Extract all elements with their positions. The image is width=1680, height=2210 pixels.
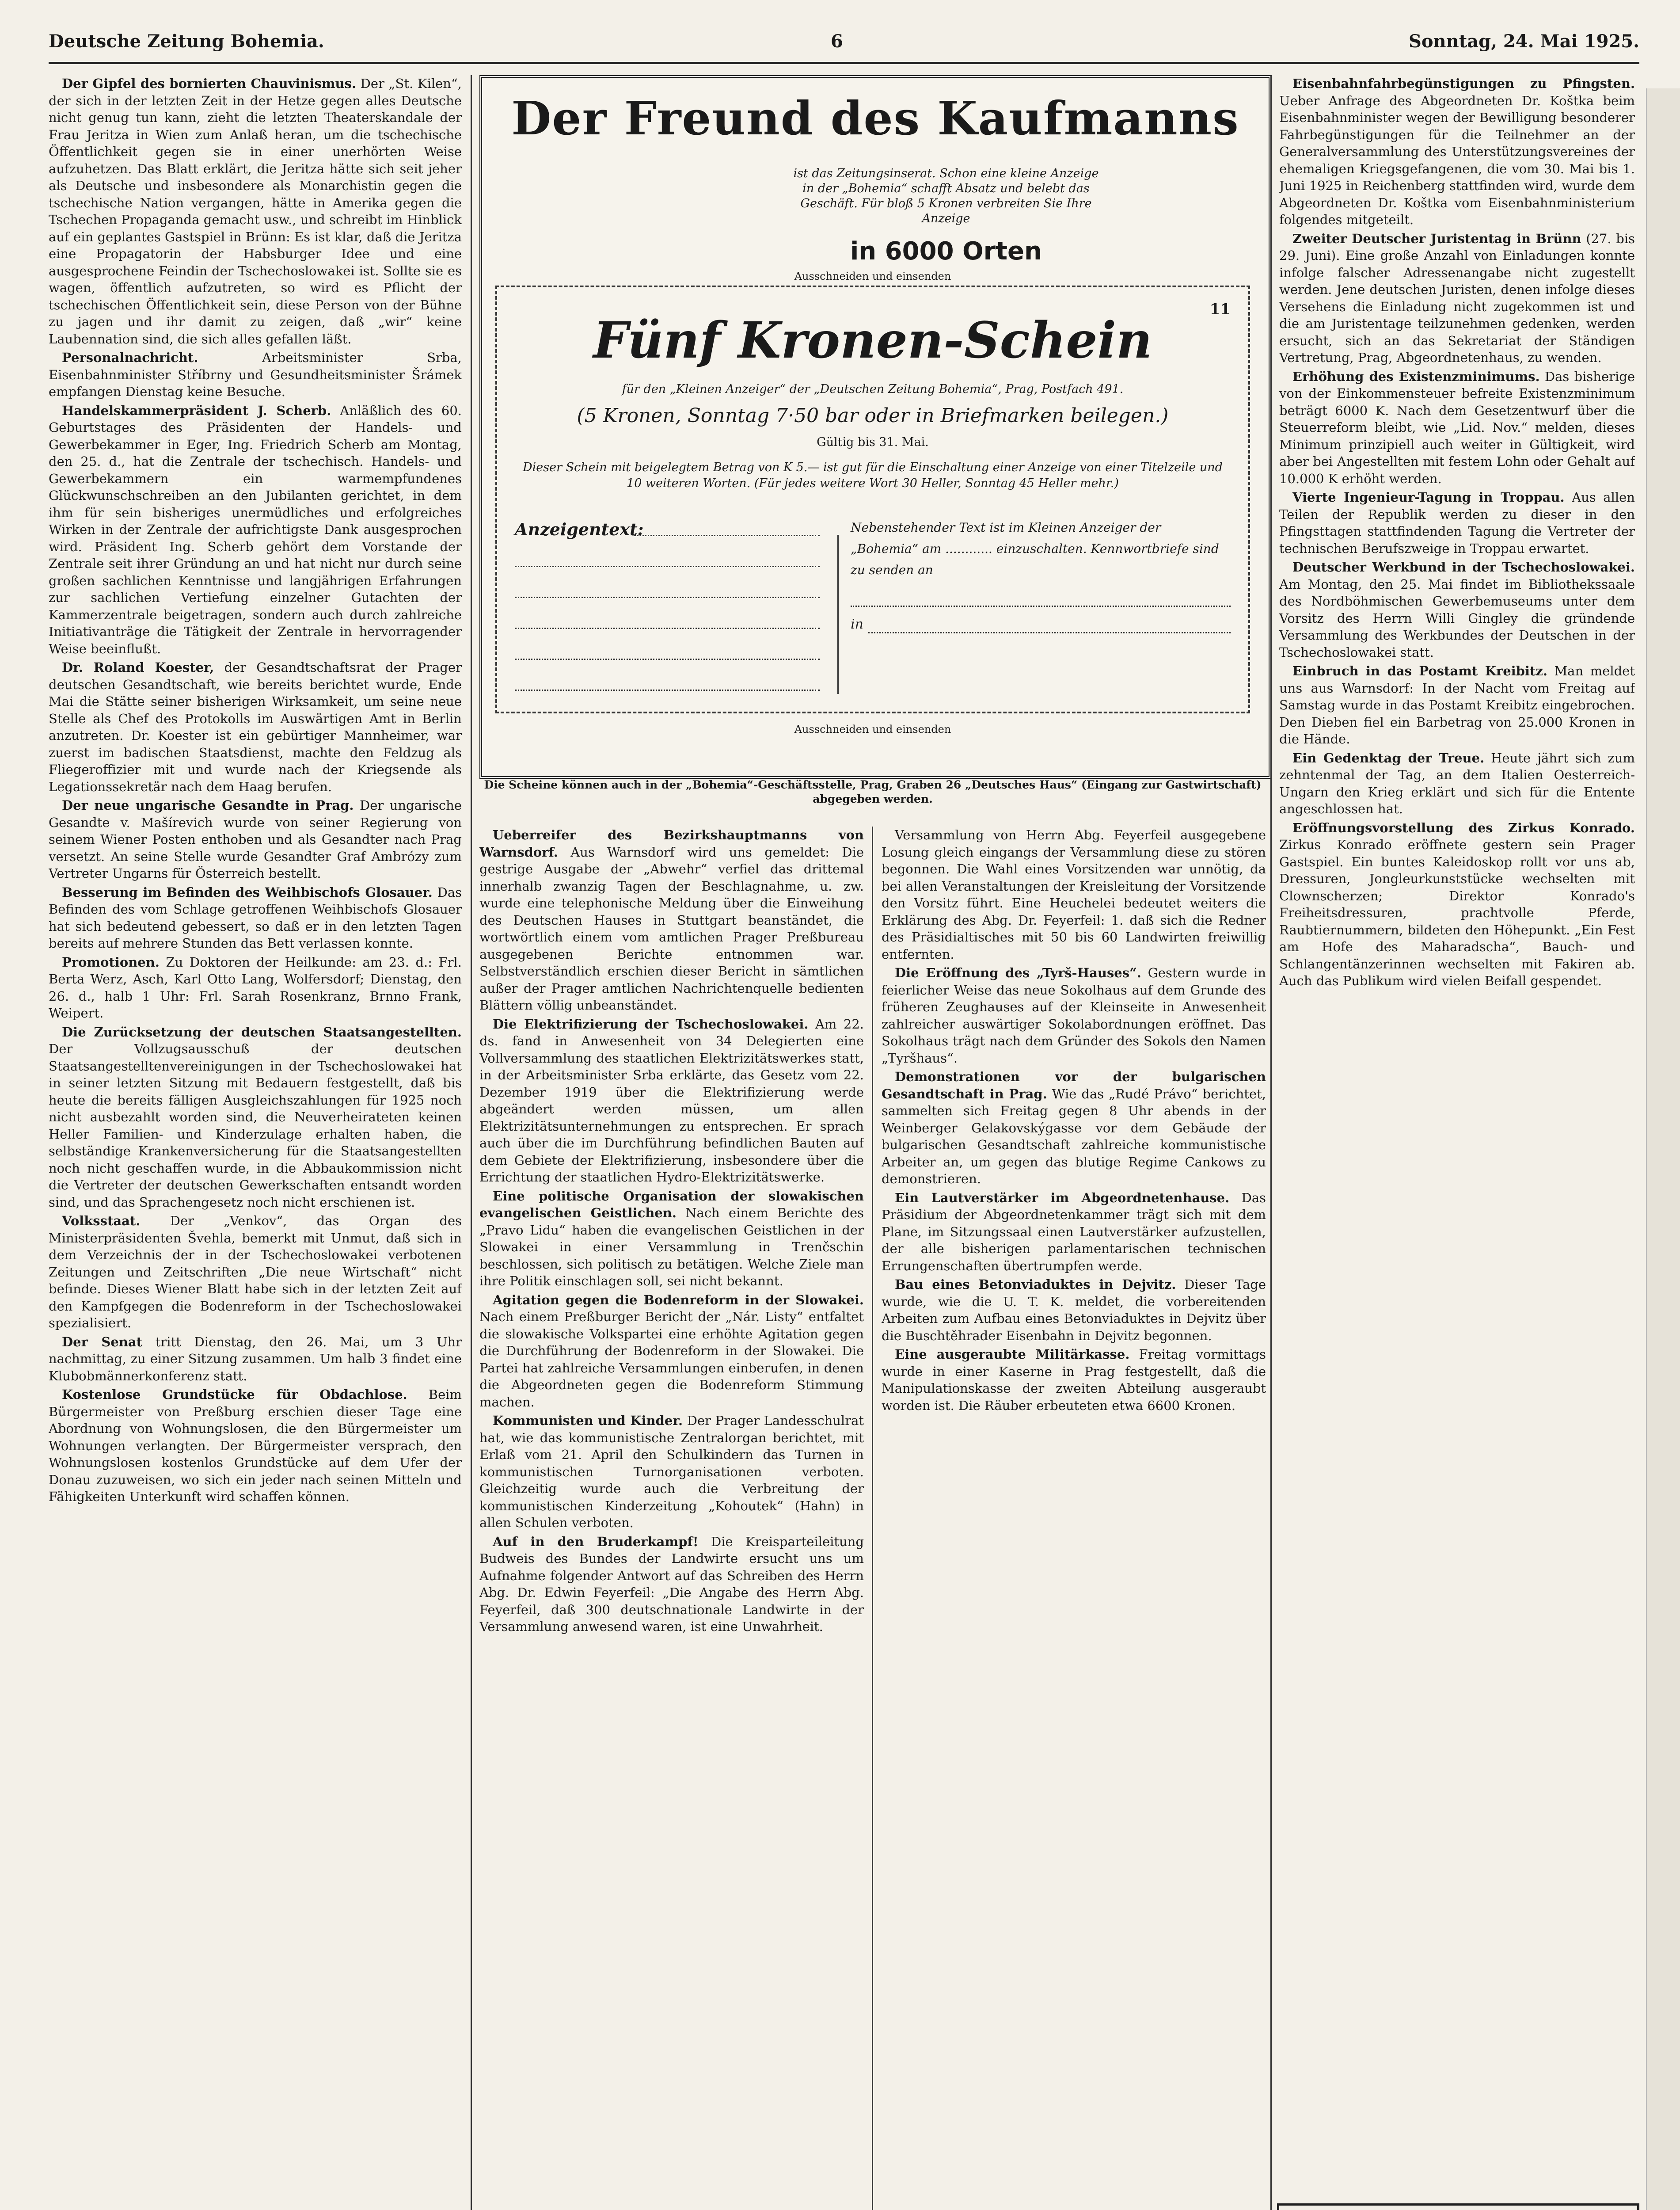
article-body: Wie das „Rudé Právo“ berichtet, sammelten sich Freitag gegen 8 Uhr abends in der Weinberger Gelakovskýgasse vor dem Gebäude der bulgarischen Gesandtschaft zahlreiche kommunistische Arbeiter an, um gegen das blutige Regime Cankows zu demonstrieren. [882, 1086, 1266, 1186]
article [882, 1346, 1266, 1414]
article-headline: Die Eröffnung des „Tyrš-Hauses“. [895, 965, 1141, 980]
article-body: Arbeitsminister Srba, Eisenbahnminister Stříbrny und Gesundheitsminister Šrámek empfangen Dienstag keine Besuche. [49, 350, 462, 399]
date-line: Sonntag, 24. Mai 1925. [1408, 31, 1639, 52]
article [49, 1024, 462, 1211]
article [49, 797, 462, 882]
doctor-advertisement [1277, 2203, 1639, 2210]
article-body: Der „St. Kilen“, der sich in der letzten Zeit in der Hetze gegen alles Deutsche nicht genug tun kann, zieht die letzten Theaterskandale der Frau Jeritza in Wien zum Anlaß heran, um die tschechische Öffentlichkeit gegen sie in einer unerhörten Weise aufzuhetzen. Das Blatt erklärt, die Jeritza hätte sich seit jeher als Deutsche und insbesondere als Monarchistin gegen die tschechische Nation vergangen, hätte in Amerika gegen die Tschechen Propaganda gemacht usw., und schreibt im Hinblick auf ein geplantes Gastspiel in Brünn: Es ist klar, daß die Jeritza eine Propagatorin der Habsburger Idee und eine ausgesprochene Feindin der Tschechoslowakei ist. Sollte sie es wagen, öffentlich aufzutreten, so wird es Pflicht der tschechischen Öffentlichkeit sein, diese Person von der Bühne zu jagen und ihr damit zu zeigen, daß „wir“ keine Laubennation sind, die sich alles gefallen läßt. [49, 76, 462, 347]
article [479, 1016, 864, 1186]
article [49, 1386, 462, 1505]
coupon-number: 11 [1209, 301, 1231, 318]
column-4 [1279, 75, 1635, 2192]
text-line[interactable] [515, 597, 820, 598]
article-headline: Die Zurücksetzung der deutschen Staatsangestellten. [62, 1024, 462, 1040]
article-headline: Einbruch in das Postamt Kreibitz. [1292, 663, 1547, 678]
article [49, 75, 462, 347]
column-rule [471, 75, 472, 2210]
article-headline: Handelskammerpräsident J. Scherb. [62, 403, 331, 418]
article-body: Zirkus Konrado eröffnete gestern sein Prager Gastspiel. Ein buntes Kaleidoskop rollt vor uns ab, Dressuren, Jongleurkunststücke wechselten mit Clownscherzen; Direktor Konrado's Freiheitsdressuren, prachtvolle Pferde, Raubtiernummern, bildeten den Höhepunkt. „Ein Fest am Hofe des Maharadscha“, Bauch- und Schlangentänzerinnen wechselten mit Fakiren ab. Auch das Publikum wird vielen Beifall gespendet. [1279, 837, 1635, 988]
article-body: Der ungarische Gesandte v. Mašírevich wurde von seiner Regierung von seinem Wiener Posten enthoben und als Gesandter nach Prag versetzt. An seine Stelle wurde Gesandter Graf Ambrózy zum Vertreter Ungarns für Österreich bestellt. [49, 798, 462, 881]
coupon-right-text: Nebenstehender Text ist im Kleinen Anzeiger der „Bohemia“ am ............ einzuschalten. Kennwortbriefe sind zu senden an [851, 520, 1219, 577]
article-body: Nach einem Preßburger Bericht der „Nár. Listy“ entfaltet die slowakische Volkspartei eine erhöhte Agitation gegen die Durchführung der Bodenreform in der Slowakei. Die Partei hat zahlreiche Versammlungen einberufen, in denen die Abgeordneten gegen die Bodenreform Stimmung machen. [479, 1309, 864, 1410]
article-body: Gestern wurde in feierlicher Weise das neue Sokolhaus auf dem Grunde des früheren Zeughauses auf der Kleinseite in Anwesenheit zahlreicher auswärtiger Sokolabordnungen eröffnet. Das Sokolhaus trägt nach dem Gründer des Sokols den Namen „Tyršhaus“. [882, 965, 1266, 1066]
article-body: Der Prager Landesschulrat hat, wie das kommunistische Zentralorgan berichtet, mit Erlaß vom 21. April den Schulkindern das Turnen in kommunistischen Turnorganisationen verboten. Gleichzeitig wurde auch die Verbreitung der kommunistischen Kinderzeitung „Kohoutek“ (Hahn) in allen Schulen verboten. [479, 1413, 864, 1530]
text-line[interactable] [515, 628, 820, 629]
article-body: Nach einem Berichte des „Pravo Lidu“ haben die evangelischen Geistlichen in der Slowakei in einer Versammlung in Trenčschin beschlossen, sich politisch zu betätigen. Welche Ziele man ihre Politik einschlagen soll, sei nicht bekannt. [479, 1205, 864, 1288]
article-headline: Bau eines Betonviaduktes in Dejvitz. [895, 1277, 1176, 1292]
column-2 [479, 827, 864, 2210]
article [1279, 230, 1635, 366]
article-headline: Vierte Ingenieur-Tagung in Troppau. [1292, 490, 1565, 505]
article-body: Das Befinden des vom Schlage getroffenen Weihbischofs Glosauer hat sich bedeutend gebessert, so daß er in den letzten Tagen bereits auf mehrere Stunden das Bett verlassen konnte. [49, 884, 462, 951]
article [479, 1533, 864, 1635]
article-headline: Besserung im Befinden des Weihbischofs Glosauer. [62, 884, 433, 900]
column-rule [872, 827, 873, 2210]
article-body: Versammlung von Herrn Abg. Feyerfeil ausgegebene Losung gleich eingangs der Versammlung diese zu stören begonnen. Die Wahl eines Vorsitzenden war unnötig, da bei allen Veranstaltungen der Kreisleitung der Vorsitzende den Vorsitz führt. Eine Heuchelei bedeutet weiters die Erklärung des Abg. Dr. Feyerfeil: 1. daß sich die Redner des Präsidialtisches mit 50 bis 60 Landwirten freiwillig entfernten. [882, 827, 1266, 962]
article-body: Zu Doktoren der Heilkunde: am 23. d.: Frl. Berta Werz, Asch, Karl Otto Lang, Wolfersdorf; Dienstag, den 26. d., halb 1 Uhr: Frl. Sarah Rosenkranz, Brnno Frank, Weipert. [49, 954, 462, 1021]
article-body: Der „Venkov“, das Organ des Ministerpräsidenten Švehla, bemerkt mit Unmut, daß sich in dem Verzeichnis der in der Tschechoslowakei verbotenen Zeitungen und Zeitschriften „Die neue Wirtschaft“ nicht befinde. Dieses Wiener Blatt habe sich in der letzten Zeit auf den Kampfgegen die Bodenreform in der Tschechoslowakei spezialisiert. [49, 1213, 462, 1330]
article [479, 827, 864, 1014]
article [882, 827, 1266, 963]
article-body: Beim Bürgermeister von Preßburg erschien dieser Tage eine Abordnung von Wohnungslosen, die den Bürgermeister um Wohnungen verlangten. Der Bürgermeister versprach, den Wohnungslosen kostenlos Grundstücke auf dem Ufer der Donau zuzuweisen, wo sich ein jeder nach seinen Mitteln und Fähigkeiten Unterkunft wird schaffen können. [49, 1387, 462, 1504]
masthead-left: Deutsche Zeitung Bohemia. [49, 31, 324, 52]
article [49, 954, 462, 1022]
article-body: Ueber Anfrage des Abgeordneten Dr. Koštka beim Eisenbahnminister wegen der Bewilligung besonderer Fahrbegünstigungen für die Teilnehmer an der Generalversammlung des Unterstützungsvereines der ehemaligen Kriegsgefangenen, die vom 30. Mai bis 1. Juni 1925 in Reichenberg stattfinden wird, wurde dem Abgeordneten Dr. Koštka vom Eisenbahnministerium folgendes mitgeteilt. [1279, 93, 1635, 227]
article [882, 1189, 1266, 1275]
article-headline: Eröffnungsvorstellung des Zirkus Konrado. [1292, 820, 1635, 835]
article [49, 884, 462, 952]
article-body: der Gesandtschaftsrat der Prager deutschen Gesandtschaft, wie bereits berichtet wurde, Ende Mai die Stätte seiner bisherigen Wirksamkeit, um seine neue Stelle als Chef des Protokolls im Auswärtigen Amt in Berlin anzutreten. Dr. Koester ist ein gebürtiger Mannheimer, war zuerst im badischen Staatsdienst, machte den Feldzug als Fliegeroffizier mit und wurde nach der Kriegsende als Legationssekretär nach dem Haag berufen. [49, 660, 462, 794]
article-headline: Die Elektrifizierung der Tschechoslowakei. [493, 1016, 809, 1032]
article-headline: Demonstrationen vor der bulgarischen Gesandtschaft in Prag. [882, 1069, 1266, 1101]
article-headline: Zweiter Deutscher Juristentag in Brünn [1292, 231, 1581, 246]
article-headline: Eine politische Organisation der slowakischen evangelischen Geistlichen. [479, 1188, 864, 1220]
article [49, 659, 462, 795]
cut-instruction-top: Ausschneiden und einsenden [794, 270, 951, 282]
article-body: Aus allen Teilen der Republik werden zu dieser in den Pfingsttagen stattfindenden Tagung die Vertreter der technischen Berufszweige in Troppau erwartet. [1279, 490, 1635, 556]
article-headline: Dr. Roland Koester, [62, 660, 214, 675]
article-body: Freitag vormittags wurde in einer Kaserne in Prag festgestellt, daß die Manipulationskasse der zweiten Abteilung ausgeraubt worden ist. Die Räuber erbeuteten etwa 6600 Kronen. [882, 1347, 1266, 1413]
article [1279, 368, 1635, 488]
article [1279, 750, 1635, 818]
article [479, 1412, 864, 1532]
article-body: tritt Dienstag, den 26. Mai, um 3 Uhr nachmittag, zu einer Sitzung zusammen. Um halb 3 findet eine Klubobmännerkonferenz statt. [49, 1334, 462, 1383]
article-headline: Auf in den Bruderkampf! [493, 1534, 699, 1549]
article-headline: Volksstaat. [62, 1213, 141, 1228]
article-body: Die Kreisparteileitung Budweis des Bundes der Landwirte ersucht uns um Aufnahme folgender Antwort auf das Schreiben des Herrn Abg. Dr. Edwin Feyerfeil: „Die Angabe des Herrn Abg. Feyerfeil, daß 300 deutschnationale Landwirte in der Versammlung anwesend waren, ist eine Unwahrheit. [479, 1534, 864, 1634]
article-body: Der Vollzugsausschuß der deutschen Staatsangestelltenvereinigungen in der Tschechoslowakei hat in seiner letzten Sitzung mit Bedauern festgestellt, daß bis heute die bereits fälligen Ausgleichszahlungen für 1925 noch nicht ausbezahlt worden sind, die Neuverheirateten keinen Heller Familien- und Kinderzulage erhalten haben, die selbständige Krankenversicherung für die Staatsangestellten noch nicht geschaffen wurde, in die Abbaukommission nicht die Vertreter der deutschen Gewerkschaften entsandt worden sind, und das Sprachengesetz noch nicht erschienen ist. [49, 1041, 462, 1210]
coupon-divider [837, 535, 839, 694]
address-line[interactable] [851, 606, 1231, 607]
article-body: Heute jährt sich zum zehntenmal der Tag, an dem Italien Oesterreich-Ungarn den Krieg erklärt und sich für die Entente angeschlossen hat. [1279, 750, 1635, 816]
article-headline: Kostenlose Grundstücke für Obdachlose. [62, 1387, 407, 1402]
article [479, 1188, 864, 1290]
article-headline: Ein Gedenktag der Treue. [1292, 750, 1485, 766]
coupon-title: Fünf Kronen-Schein [593, 312, 1152, 370]
article-headline: Der neue ungarische Gesandte in Prag. [62, 798, 354, 813]
article-body: Dieser Tage wurde, wie die U. T. K. meldet, die vorbereitenden Arbeiten zum Aufbau eines Betonviaduktes in Dejvitz über die Buschtěhrader Eisenbahn in Dejvitz begonnen. [882, 1277, 1266, 1343]
article [49, 1334, 462, 1385]
article [1279, 559, 1635, 661]
article-headline: Agitation gegen die Bodenreform in der Slowakei. [493, 1292, 864, 1307]
article-headline: Promotionen. [62, 954, 160, 970]
article-headline: Ein Lautverstärker im Abgeordnetenhause. [895, 1190, 1230, 1205]
column-1 [49, 75, 462, 2210]
column-3 [882, 827, 1266, 2210]
article-headline: Eisenbahnfahrbegünstigungen zu Pfingsten. [1292, 76, 1635, 91]
article [1279, 819, 1635, 990]
coupon-in-label: in [851, 617, 863, 632]
article-body: Das bisherige von der Einkommensteuer befreite Existenzminimum beträgt 6000 K. Nach dem Gesetzentwurf über die Steuerreform bleibt, wie „Lid. Nov.“ melden, dieses Minimum prinzipiell auch weiter in Gültigkeit, wird aber bei Angestellten mit festem Lohn oder Gehalt auf 10.000 K erhöht werden. [1279, 369, 1635, 486]
text-field-label: Anzeigentext: [515, 519, 644, 539]
page-header [49, 27, 1639, 64]
article [882, 1068, 1266, 1188]
page-number: 6 [831, 31, 843, 52]
article-body: Anläßlich des 60. Geburtstages des Präsidenten der Handels- und Gewerbekammer in Eger, Ing. Friedrich Scherb am Montag, den 25. d., hat die Zentrale der tschechisch. Handels- und Gewerbekammern ein warmempfundenes Glückwunschschreiben an den Jubilanten gerichtet, in dem ihm für sein bisheriges unermüdliches und erfolgreiches Wirken in der Zentrale der aufrichtigste Dank ausgesprochen wird. Präsident Ing. Scherb gehört dem Vorstande der Zentrale seit ihrer Gründung an und hat nicht nur durch seine großen sachlichen Kenntnisse und langjährigen Erfahrungen zur sachlichen Vertiefung einzelner Gutachten der Kammerzentrale beigetragen, sondern auch durch zahlreiche Initiativanträge die Tätigkeit der Zentrale in hervorragender Weise beeinflußt. [49, 403, 462, 656]
ad-circulation: in 6000 Orten [850, 237, 1042, 266]
article [49, 349, 462, 400]
article-headline: Der Gipfel des bornierten Chauvinismus. [62, 76, 357, 91]
text-line[interactable] [515, 566, 820, 567]
coupon-terms: Dieser Schein mit beigelegtem Betrag von K 5.— ist gut für die Einschaltung einer Anzeige von einer Titelzeile und 10 weiteren Worten. (Für jedes weitere Wort 30 Heller, Sonntag 45 Heller mehr.) [523, 461, 1223, 490]
adjacent-page-edge [1646, 88, 1680, 2210]
newspaper-page [49, 18, 1639, 2210]
article [49, 402, 462, 658]
ad-title: Der Freund des Kaufmanns [511, 91, 1239, 145]
article [882, 1276, 1266, 1344]
coupon-for: für den „Kleinen Anzeiger“ der „Deutschen Zeitung Bohemia“, Prag, Postfach 491. [622, 382, 1124, 396]
article-headline: Der Senat [62, 1334, 143, 1349]
coupon [495, 286, 1250, 713]
article-body: (27. bis 29. Juni). Eine große Anzahl von Einladungen konnte infolge falscher Adressenangabe nicht zugestellt werden. Jene deutschen Juristen, denen infolge dieses Versehens die Einladung nicht zugekommen ist und die am Juristentage teilzunehmen gedenken, werden ersucht, sich an das Sekretariat der Ständigen Vertretung, Prag, Abgeordnetenhaus, zu wenden. [1279, 231, 1635, 365]
article-headline: Eine ausgeraubte Militärkasse. [895, 1347, 1130, 1362]
ad-subtitle: ist das Zeitungsinserat. Schon eine kleine Anzeige in der „Bohemia“ schafft Absatz und belebt das Geschäft. Für bloß 5 Kronen verbreiten Sie Ihre Anzeige [793, 167, 1099, 225]
article-body: Am Montag, den 25. Mai findet im Bibliothekssaale des Nordböhmischen Gewerbemuseums unter dem Vorsitz des Herrn Willi Gingley die gründende Versammlung des Werkbundes der Deutschen in der Tschechoslowakei statt. [1279, 576, 1635, 660]
article [1279, 663, 1635, 748]
article [479, 1292, 864, 1411]
article [1279, 489, 1635, 557]
text-line[interactable] [515, 659, 820, 660]
coupon-price: (5 Kronen, Sonntag 7·50 bar oder in Briefmarken beilegen.) [577, 404, 1169, 427]
text-line[interactable] [515, 690, 820, 691]
coupon-valid: Gültig bis 31. Mai. [817, 435, 929, 449]
article-body: Am 22. ds. fand in Anwesenheit von 34 Delegierten eine Vollversammlung des staatlichen Elektrizitätswerkes statt, in der Arbeitsminister Srba erklärte, das Gesetz vom 22. Dezember 1919 über die Elektrifizierung werde abgeändert werden müssen, um allen Elektrizitätsunternehmungen zu entsprechen. Er sprach auch über die im Durchführung befindlichen Bauten auf dem Gebiete der Elektrifizierung, insbesondere über die Errichtung der staatlichen Hydro-Elektrizitätswerke. [479, 1016, 864, 1185]
cut-instruction-bottom: Ausschneiden und einsenden [794, 723, 951, 735]
article [882, 964, 1266, 1067]
ad-footer: Die Scheine können auch in der „Bohemia“-Geschäftsstelle, Prag, Graben 26 „Deutsches Haus“ (Eingang zur Gastwirtschaft) abgegeben werden. [484, 778, 1262, 805]
article-body: Aus Warnsdorf wird uns gemeldet: Die gestrige Ausgabe der „Abwehr“ verfiel das drittemal innerhalb zwanzig Tagen der Beschlagnahme, u. zw. wurde eine telephonische Meldung über die Einweihung des Deutschen Hauses in Stuttgart beanständet, die wortwörtlich einem vom amtlichen Prager Preßbureau ausgegebenen Berichte entnommen war. Selbstverständlich erschien dieser Bericht in sämtlichen außer der Prager amtlichen Nachrichtenquelle bedienten Blättern völlig unbeanständet. [479, 844, 864, 1013]
article-headline: Erhöhung des Existenzminimums. [1292, 369, 1540, 384]
column-rule [1270, 75, 1272, 2210]
article [1279, 75, 1635, 229]
article-body: Das Präsidium der Abgeordnetenkammer trägt sich mit dem Plane, im Sitzungssaal einen Lautverstärker aufzustellen, der alle bisherigen parlamentarischen technischen Errungenschaften übertrumpfen werde. [882, 1190, 1266, 1273]
article-headline: Kommunisten und Kinder. [493, 1413, 683, 1428]
article-headline: Deutscher Werkbund in der Tschechoslowakei. [1292, 560, 1635, 575]
article [49, 1212, 462, 1332]
article-headline: Personalnachricht. [62, 350, 198, 365]
article-body: Man meldet uns aus Warnsdorf: In der Nacht vom Freitag auf Samstag wurde in das Postamt Kreibitz eingebrochen. Den Dieben fiel ein Barbetrag von 25.000 Kronen in die Hände. [1279, 663, 1635, 747]
text-line[interactable] [634, 535, 820, 536]
article-headline: Ueberreifer des Bezirkshauptmanns von Warnsdorf. [479, 827, 864, 860]
address-line[interactable] [868, 632, 1231, 633]
advertisement-box [479, 75, 1271, 779]
